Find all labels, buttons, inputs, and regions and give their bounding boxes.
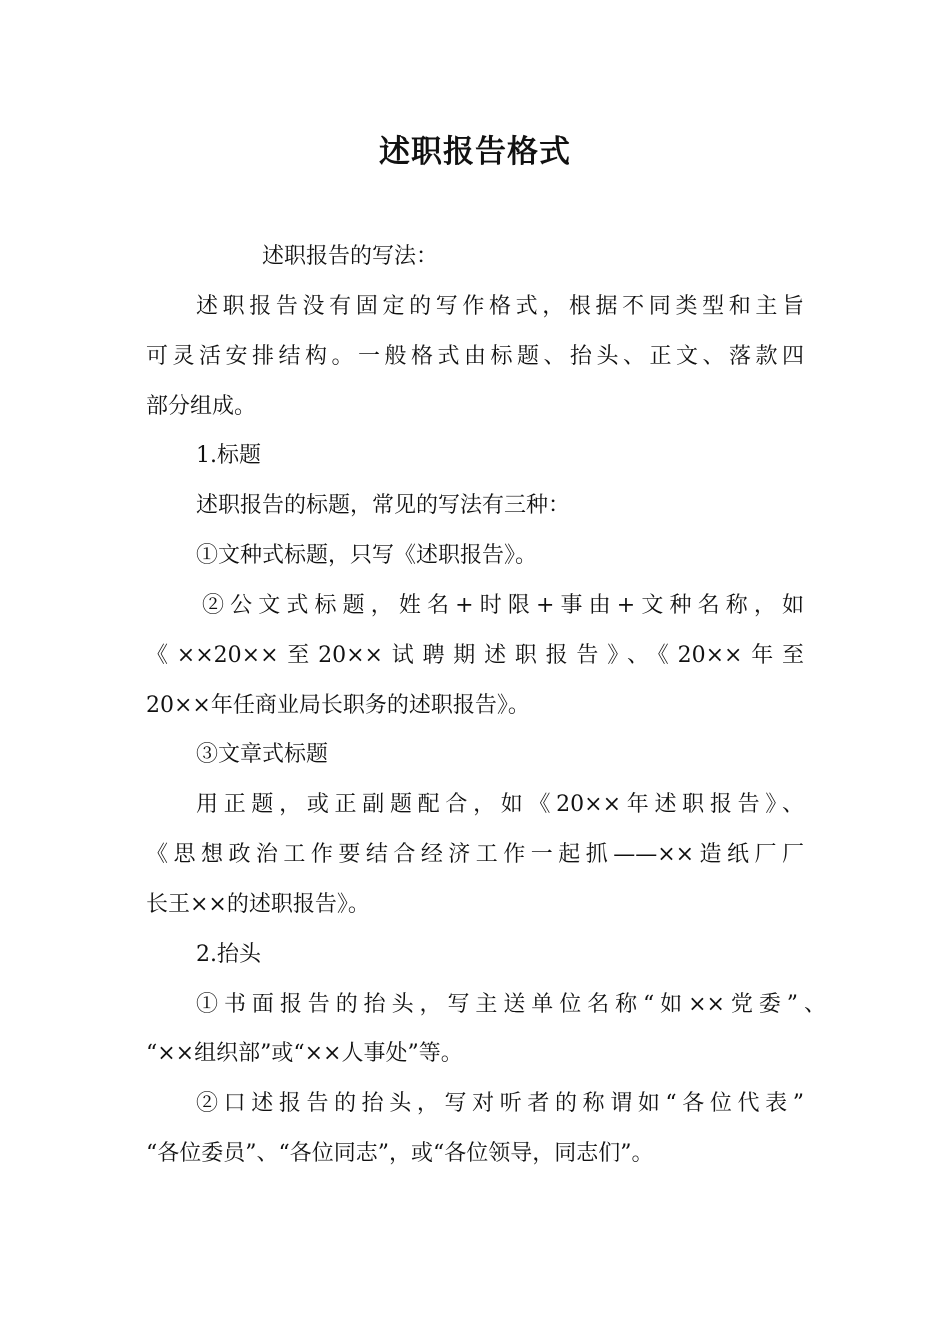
text-line: “各位委员”、“各位同志”，或“各位领导，同志们”。 [146, 1141, 654, 1166]
text-line: “××组织部”或“××人事处”等。 [146, 1041, 463, 1066]
text-line: ①文种式标题，只写《述职报告》。 [196, 543, 538, 568]
text-line: ③文章式标题 [196, 742, 329, 767]
text-line: 述职报告的标题，常见的写法有三种： [196, 493, 571, 518]
text-line: 《××20××至20××试聘期述职报告》、《20××年至 [146, 643, 804, 668]
text-line: 用正题，或正副题配合，如《20××年述职报告》、 [196, 792, 804, 817]
text-line: 2.抬头 [196, 942, 261, 967]
text-line: 可灵活安排结构。一般格式由标题、抬头、正文、落款四 [146, 344, 804, 369]
text-line: 1.标题 [196, 443, 261, 468]
document-title: 述职报告格式 [379, 134, 571, 170]
text-line: 述职报告的写法： [262, 244, 439, 269]
text-line: ②公文式标题，姓名+时限+事由+文种名称，如 [202, 593, 804, 618]
text-line: 长王××的述职报告》。 [146, 892, 370, 917]
text-line: 述职报告没有固定的写作格式，根据不同类型和主旨 [196, 294, 804, 319]
text-line: ①书面报告的抬头，写主送单位名称“如××党委”、 [196, 992, 826, 1017]
text-line: ②口述报告的抬头，写对听者的称谓如“各位代表” [196, 1091, 804, 1116]
text-line: 《思想政治工作要结合经济工作一起抓——××造纸厂厂 [146, 842, 804, 867]
text-line: 20××年任商业局长职务的述职报告》。 [146, 693, 530, 718]
text-line: 部分组成。 [146, 394, 257, 419]
